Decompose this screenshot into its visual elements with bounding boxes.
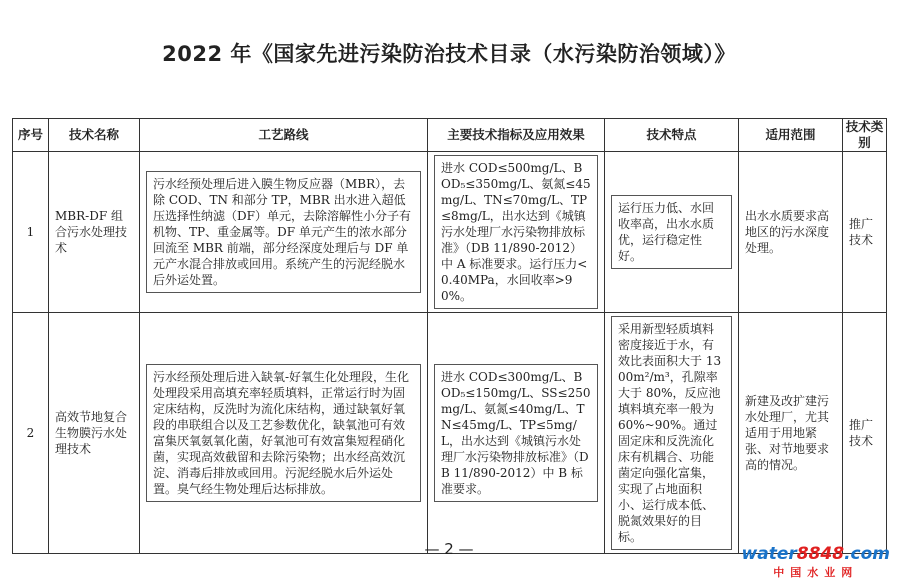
indicators-text: 进水 COD≤500mg/L、BOD₅≤350mg/L、氨氮≤45mg/L、TN≤70mg/L、TP≤8mg/L，出水达到《城镇污水处理厂水污染物排放标准》（DB 11/890-2012）中 A 标准要求。运行压力<0.40MPa，水回收率>90%。 (434, 155, 598, 309)
process-route-text: 污水经预处理后进入膜生物反应器（MBR），去除 COD、TN 和部分 TP，MBR 出水进入超低压选择性纳滤（DF）单元，去除溶解性小分子有机物、TP、重金属等。DF 单元产生的浓水部分回流至 MBR 前端，部分经深度处理后与 DF 单元产水混合排放或回用。系统产生的污泥经脱水后外运处置。 (146, 171, 421, 293)
header-category: 技术类别 (843, 119, 887, 152)
table-header-row (13, 119, 887, 152)
process-route-text: 污水经预处理后进入缺氧-好氧生化处理段，生化处理段采用高填充率轻质填料，正常运行时为固定床结构，反洗时为流化床结构，通过缺氧好氧段的串联组合以及工艺参数优化，缺氧池可有效富集厌氧氨氧化菌，好氧池可有效富集短程硝化菌，实现高效截留和去除污染物；出水经高效沉淀、消毒后排放或回用。污泥经脱水后外运处置。臭气经生物处理后达标排放。 (146, 364, 421, 502)
header-indicators: 主要技术指标及应用效果 (428, 119, 605, 152)
watermark-cn: 中国水业网 (773, 566, 859, 579)
features (605, 313, 739, 554)
features (605, 152, 739, 313)
tech-name: 高效节地复合生物膜污水处理技术 (49, 313, 140, 554)
page-title: 2022 年《国家先进污染防治技术目录（水污染防治领域）》 (162, 42, 736, 66)
technology-table (12, 118, 887, 554)
row-no: 2 (13, 313, 49, 554)
table-row (13, 152, 887, 313)
header-scope: 适用范围 (739, 119, 843, 152)
watermark-suffix: .com (844, 544, 890, 564)
watermark-brand-b: 8848 (796, 544, 845, 564)
category: 推广技术 (843, 313, 887, 554)
table-row (13, 313, 887, 554)
row-no: 1 (13, 152, 49, 313)
tech-name: MBR-DF 组合污水处理技术 (49, 152, 140, 313)
scope: 新建及改扩建污水处理厂，尤其适用于用地紧张、对节地要求高的情况。 (739, 313, 843, 554)
indicators-text: 进水 COD≤300mg/L、BOD₅≤150mg/L、SS≤250mg/L、氨氮≤40mg/L、TN≤45mg/L、TP≤5mg/L，出水达到《城镇污水处理厂水污染物排放标准》（DB 11/890-2012）中 B 标准要求。 (434, 364, 598, 502)
process-route (140, 152, 428, 313)
header-no: 序号 (13, 119, 49, 152)
header-name: 技术名称 (49, 119, 140, 152)
header-process: 工艺路线 (140, 119, 428, 152)
indicators (428, 152, 605, 313)
page-number: — 2 — (424, 540, 474, 558)
features-text: 采用新型轻质填料密度接近于水，有效比表面积大于 1300m²/m³，孔隙率大于 80%，反应池填料填充率一般为 60%~90%。通过固定床和反洗流化床有机耦合、功能菌定向强化富集，实现了占地面积小、运行成本低、脱氮效果好的目标。 (611, 316, 732, 550)
watermark-logo (742, 544, 890, 580)
features-text: 运行压力低、水回收率高，出水水质优，运行稳定性好。 (611, 195, 732, 269)
watermark-brand-a: water (741, 544, 797, 564)
category: 推广技术 (843, 152, 887, 313)
header-features: 技术特点 (605, 119, 739, 152)
indicators (428, 313, 605, 554)
scope: 出水水质要求高地区的污水深度处理。 (739, 152, 843, 313)
process-route (140, 313, 428, 554)
